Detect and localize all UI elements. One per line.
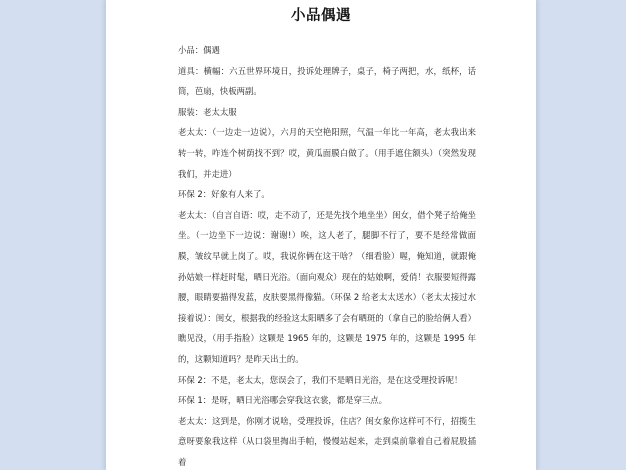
paragraph-props-title: 小品：偶遇	[178, 45, 220, 55]
document-page	[106, 0, 536, 470]
paragraph-env2-reply: 环保 2：不是，老太太，您误会了，我们不是晒日光浴，是在这受理投诉呢！	[178, 374, 463, 385]
document-title: 小品偶遇	[291, 8, 351, 24]
paragraph-env2-line: 环保 2：好象有人来了。	[178, 189, 270, 200]
paragraph-old-lady-opening: 老太太：（一边走一边说），六月的天空艳阳照，气温一年比一年高，老太我出来转一转，咋连个树荫找不到？哎，黄瓜面膜白做了。（用手遮住额头）（突然发现我们，并走进）	[178, 127, 476, 179]
paragraph-old-lady-monologue: 老太太：（自言自语：哎，走不动了，还是先找个地坐坐）闺女，借个凳子给俺坐坐。（一边坐下一边说：谢谢!）唉，这人老了，腿脚不行了，要不是经常做面膜，皱纹早就上岗了。哎，我说你俩在这干啥？（细看脸）喔，俺知道，就跟俺孙姑娘一样赶时髦，晒日光浴。（面向观众）现在的姑娘啊，爱俏！衣服要短得露腰，眼睛要描得发蓝，皮肤要黑得像猫。（环保 2 给老太太送水）（老太太接过水接着说）：闺女，根据我的经验这太阳晒多了会有晒斑的（拿自己的脸给俩人看）瞧见没，（用手指脸）这颗是 1965 年的，这颗是 1975 年的，这颗是 1995 年的，这颗知道吗？是昨天出土的。	[178, 209, 476, 364]
paragraph-props: 道具：横幅：六五世界环境日，投诉处理牌子，桌子，椅子两把，水，纸杯，话筒，芭扇，快板两副。	[178, 65, 476, 97]
paragraph-env1-reply: 环保 1：是呀，晒日光浴哪会穿我这衣裳，都是穿三点。	[178, 395, 387, 406]
paragraph-costume: 服装：老太太服	[178, 106, 237, 117]
document-body	[178, 40, 476, 470]
paragraph-old-lady-continue: 老太太：这到是，你刚才说啥，受理投诉，住店？闺女象你这样可不行，招揽生意呀要象我这样（从口袋里掏出手帕，慢慢站起来，走到桌前靠着自己着屁股插着	[178, 415, 476, 467]
